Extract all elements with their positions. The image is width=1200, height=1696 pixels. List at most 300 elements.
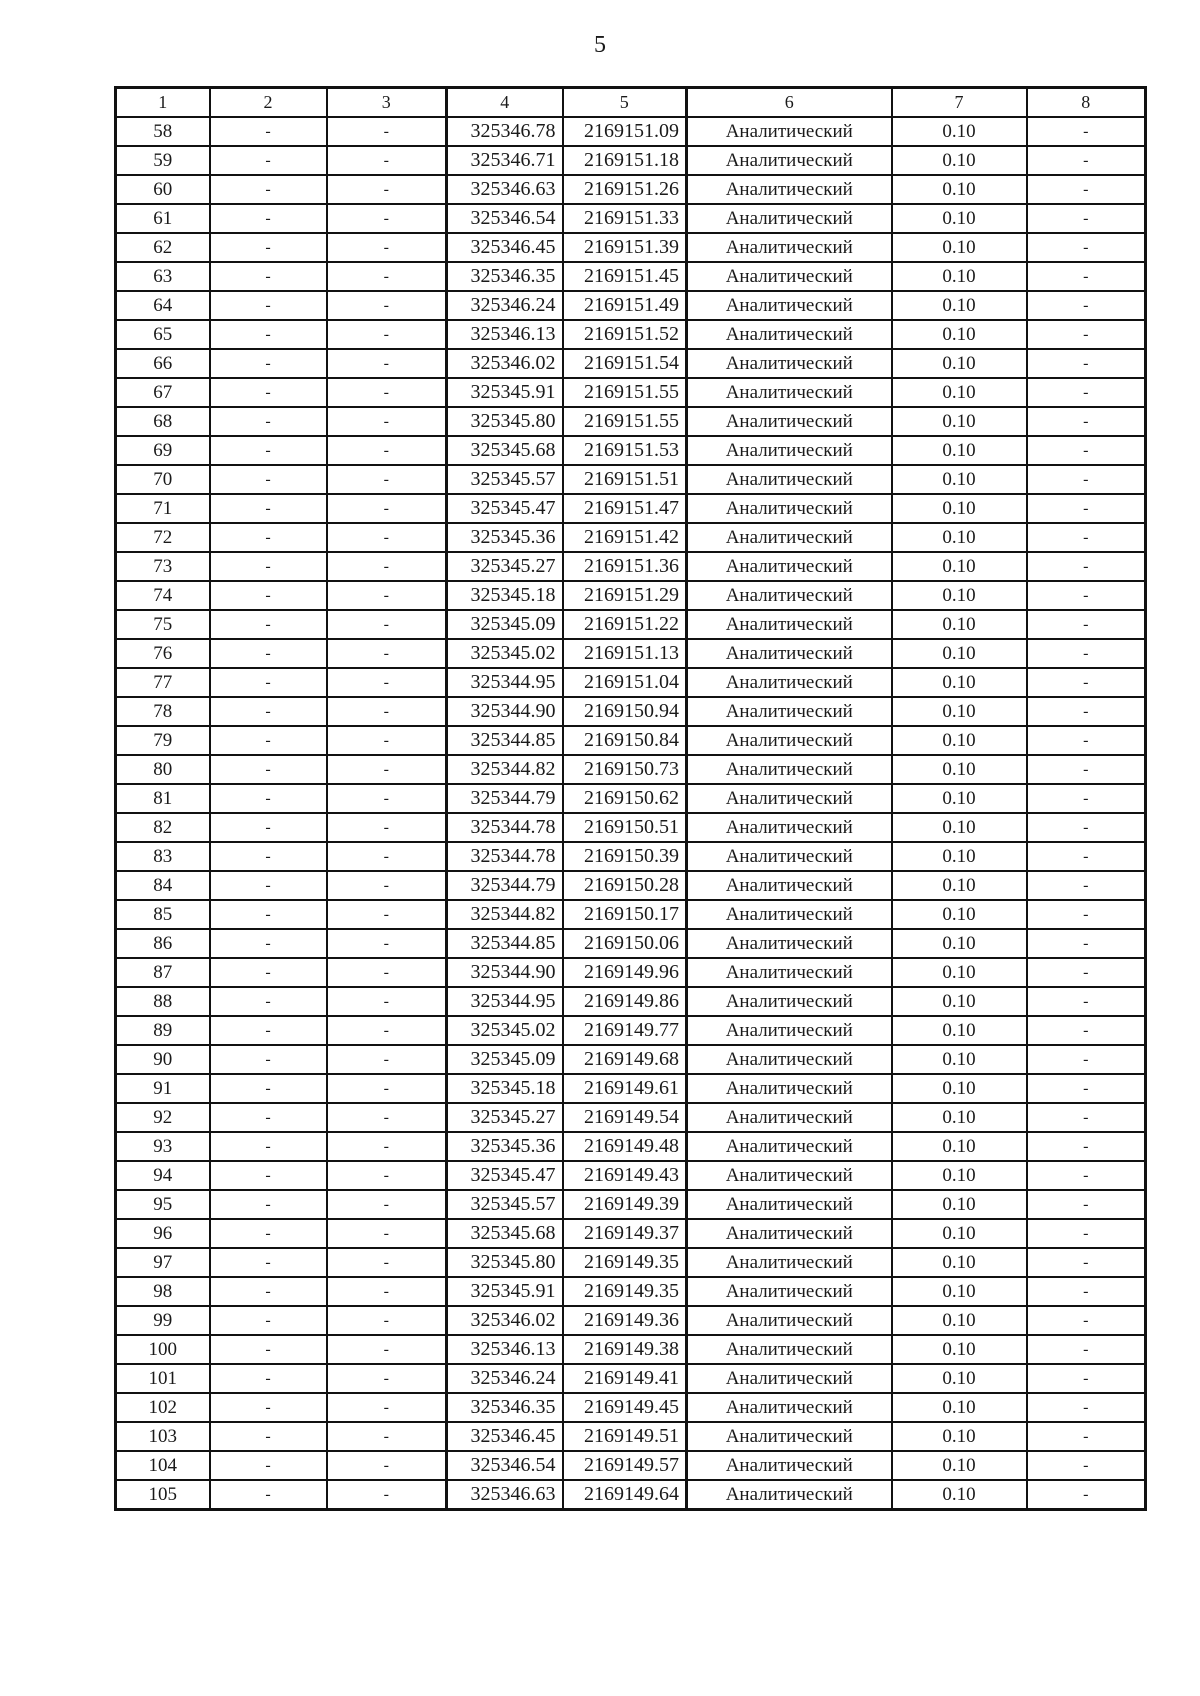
point-number-cell: 71 (116, 494, 210, 523)
method-cell: Аналитический (687, 581, 892, 610)
accuracy-cell: 0.10 (892, 610, 1027, 639)
table-row (116, 523, 1146, 552)
point-number-cell: 77 (116, 668, 210, 697)
table-row (116, 233, 1146, 262)
cell: - (210, 842, 327, 871)
cell: - (210, 1132, 327, 1161)
point-number-cell: 68 (116, 407, 210, 436)
y-coordinate-cell: 2169151.45 (563, 262, 687, 291)
x-coordinate-cell: 325346.24 (447, 291, 563, 320)
cell: - (327, 1306, 447, 1335)
accuracy-cell: 0.10 (892, 813, 1027, 842)
point-number-cell: 75 (116, 610, 210, 639)
x-coordinate-cell: 325345.57 (447, 1190, 563, 1219)
point-number-cell: 74 (116, 581, 210, 610)
point-number-cell: 92 (116, 1103, 210, 1132)
point-number-cell: 98 (116, 1277, 210, 1306)
accuracy-cell: 0.10 (892, 871, 1027, 900)
method-cell: Аналитический (687, 1277, 892, 1306)
y-coordinate-cell: 2169151.18 (563, 146, 687, 175)
table-row (116, 987, 1146, 1016)
cell: - (327, 436, 447, 465)
cell: - (210, 929, 327, 958)
cell: - (1027, 1045, 1146, 1074)
table-row (116, 1248, 1146, 1277)
x-coordinate-cell: 325345.47 (447, 1161, 563, 1190)
cell: - (327, 813, 447, 842)
cell: - (327, 900, 447, 929)
x-coordinate-cell: 325345.91 (447, 1277, 563, 1306)
point-number-cell: 63 (116, 262, 210, 291)
cell: - (327, 842, 447, 871)
point-number-cell: 90 (116, 1045, 210, 1074)
cell: - (327, 1016, 447, 1045)
x-coordinate-cell: 325345.91 (447, 378, 563, 407)
cell: - (327, 465, 447, 494)
cell: - (210, 1103, 327, 1132)
y-coordinate-cell: 2169151.13 (563, 639, 687, 668)
x-coordinate-cell: 325344.79 (447, 871, 563, 900)
column-header: 8 (1027, 88, 1146, 118)
cell: - (210, 1190, 327, 1219)
y-coordinate-cell: 2169149.77 (563, 1016, 687, 1045)
x-coordinate-cell: 325344.78 (447, 842, 563, 871)
method-cell: Аналитический (687, 639, 892, 668)
x-coordinate-cell: 325346.13 (447, 320, 563, 349)
method-cell: Аналитический (687, 1219, 892, 1248)
cell: - (327, 581, 447, 610)
column-header: 7 (892, 88, 1027, 118)
point-number-cell: 80 (116, 755, 210, 784)
cell: - (327, 1103, 447, 1132)
y-coordinate-cell: 2169151.53 (563, 436, 687, 465)
y-coordinate-cell: 2169149.64 (563, 1480, 687, 1510)
point-number-cell: 59 (116, 146, 210, 175)
x-coordinate-cell: 325344.95 (447, 668, 563, 697)
cell: - (210, 320, 327, 349)
x-coordinate-cell: 325345.09 (447, 1045, 563, 1074)
point-number-cell: 65 (116, 320, 210, 349)
accuracy-cell: 0.10 (892, 581, 1027, 610)
point-number-cell: 81 (116, 784, 210, 813)
cell: - (327, 1045, 447, 1074)
cell: - (327, 378, 447, 407)
point-number-cell: 82 (116, 813, 210, 842)
y-coordinate-cell: 2169151.55 (563, 407, 687, 436)
cell: - (210, 494, 327, 523)
cell: - (1027, 871, 1146, 900)
x-coordinate-cell: 325345.68 (447, 1219, 563, 1248)
x-coordinate-cell: 325344.78 (447, 813, 563, 842)
cell: - (1027, 436, 1146, 465)
x-coordinate-cell: 325344.82 (447, 755, 563, 784)
method-cell: Аналитический (687, 1422, 892, 1451)
point-number-cell: 72 (116, 523, 210, 552)
y-coordinate-cell: 2169151.29 (563, 581, 687, 610)
table-row (116, 900, 1146, 929)
method-cell: Аналитический (687, 494, 892, 523)
x-coordinate-cell: 325345.27 (447, 1103, 563, 1132)
cell: - (1027, 958, 1146, 987)
cell: - (327, 233, 447, 262)
cell: - (210, 1480, 327, 1510)
method-cell: Аналитический (687, 1451, 892, 1480)
y-coordinate-cell: 2169149.37 (563, 1219, 687, 1248)
table-row (116, 1335, 1146, 1364)
method-cell: Аналитический (687, 291, 892, 320)
y-coordinate-cell: 2169149.61 (563, 1074, 687, 1103)
cell: - (210, 146, 327, 175)
cell: - (1027, 929, 1146, 958)
method-cell: Аналитический (687, 1364, 892, 1393)
point-number-cell: 66 (116, 349, 210, 378)
point-number-cell: 62 (116, 233, 210, 262)
accuracy-cell: 0.10 (892, 552, 1027, 581)
cell: - (210, 581, 327, 610)
method-cell: Аналитический (687, 1074, 892, 1103)
method-cell: Аналитический (687, 117, 892, 146)
accuracy-cell: 0.10 (892, 1016, 1027, 1045)
cell: - (210, 523, 327, 552)
table-row (116, 204, 1146, 233)
accuracy-cell: 0.10 (892, 407, 1027, 436)
method-cell: Аналитический (687, 1161, 892, 1190)
point-number-cell: 97 (116, 1248, 210, 1277)
y-coordinate-cell: 2169151.54 (563, 349, 687, 378)
point-number-cell: 94 (116, 1161, 210, 1190)
x-coordinate-cell: 325346.02 (447, 1306, 563, 1335)
cell: - (327, 871, 447, 900)
table-row (116, 175, 1146, 204)
method-cell: Аналитический (687, 900, 892, 929)
table-row (116, 639, 1146, 668)
accuracy-cell: 0.10 (892, 1335, 1027, 1364)
cell: - (210, 117, 327, 146)
table-row (116, 1190, 1146, 1219)
point-number-cell: 85 (116, 900, 210, 929)
cell: - (327, 1451, 447, 1480)
x-coordinate-cell: 325345.80 (447, 1248, 563, 1277)
point-number-cell: 73 (116, 552, 210, 581)
y-coordinate-cell: 2169151.47 (563, 494, 687, 523)
cell: - (1027, 1277, 1146, 1306)
x-coordinate-cell: 325346.35 (447, 1393, 563, 1422)
method-cell: Аналитический (687, 233, 892, 262)
y-coordinate-cell: 2169149.41 (563, 1364, 687, 1393)
y-coordinate-cell: 2169151.51 (563, 465, 687, 494)
cell: - (327, 1248, 447, 1277)
method-cell: Аналитический (687, 1306, 892, 1335)
cell: - (1027, 204, 1146, 233)
y-coordinate-cell: 2169150.94 (563, 697, 687, 726)
accuracy-cell: 0.10 (892, 668, 1027, 697)
cell: - (210, 755, 327, 784)
table-row (116, 581, 1146, 610)
cell: - (210, 1248, 327, 1277)
point-number-cell: 83 (116, 842, 210, 871)
column-header: 4 (447, 88, 563, 118)
cell: - (210, 291, 327, 320)
cell: - (1027, 552, 1146, 581)
method-cell: Аналитический (687, 1132, 892, 1161)
method-cell: Аналитический (687, 378, 892, 407)
table-body (116, 117, 1146, 1510)
y-coordinate-cell: 2169149.39 (563, 1190, 687, 1219)
cell: - (210, 813, 327, 842)
cell: - (327, 523, 447, 552)
cell: - (210, 987, 327, 1016)
accuracy-cell: 0.10 (892, 1219, 1027, 1248)
table-row (116, 117, 1146, 146)
table-row (116, 378, 1146, 407)
cell: - (327, 175, 447, 204)
accuracy-cell: 0.10 (892, 726, 1027, 755)
cell: - (210, 552, 327, 581)
cell: - (1027, 523, 1146, 552)
table-row (116, 1132, 1146, 1161)
accuracy-cell: 0.10 (892, 349, 1027, 378)
cell: - (327, 552, 447, 581)
method-cell: Аналитический (687, 755, 892, 784)
y-coordinate-cell: 2169150.39 (563, 842, 687, 871)
table-row (116, 552, 1146, 581)
cell: - (1027, 1248, 1146, 1277)
y-coordinate-cell: 2169149.54 (563, 1103, 687, 1132)
x-coordinate-cell: 325345.09 (447, 610, 563, 639)
cell: - (327, 1161, 447, 1190)
cell: - (1027, 610, 1146, 639)
table-row (116, 871, 1146, 900)
method-cell: Аналитический (687, 697, 892, 726)
accuracy-cell: 0.10 (892, 233, 1027, 262)
cell: - (1027, 697, 1146, 726)
cell: - (210, 871, 327, 900)
point-number-cell: 102 (116, 1393, 210, 1422)
point-number-cell: 87 (116, 958, 210, 987)
column-header: 3 (327, 88, 447, 118)
method-cell: Аналитический (687, 987, 892, 1016)
point-number-cell: 61 (116, 204, 210, 233)
cell: - (1027, 1190, 1146, 1219)
method-cell: Аналитический (687, 1190, 892, 1219)
table-row (116, 755, 1146, 784)
x-coordinate-cell: 325346.54 (447, 204, 563, 233)
cell: - (1027, 1451, 1146, 1480)
table-row (116, 262, 1146, 291)
table-row (116, 436, 1146, 465)
accuracy-cell: 0.10 (892, 1451, 1027, 1480)
x-coordinate-cell: 325344.79 (447, 784, 563, 813)
y-coordinate-cell: 2169151.33 (563, 204, 687, 233)
column-header: 2 (210, 88, 327, 118)
table-row (116, 1451, 1146, 1480)
cell: - (1027, 407, 1146, 436)
table-row (116, 1277, 1146, 1306)
accuracy-cell: 0.10 (892, 291, 1027, 320)
x-coordinate-cell: 325345.68 (447, 436, 563, 465)
cell: - (327, 262, 447, 291)
y-coordinate-cell: 2169151.22 (563, 610, 687, 639)
method-cell: Аналитический (687, 320, 892, 349)
cell: - (1027, 262, 1146, 291)
table-row (116, 1219, 1146, 1248)
x-coordinate-cell: 325345.27 (447, 552, 563, 581)
y-coordinate-cell: 2169150.73 (563, 755, 687, 784)
cell: - (327, 1393, 447, 1422)
cell: - (1027, 1074, 1146, 1103)
method-cell: Аналитический (687, 349, 892, 378)
x-coordinate-cell: 325346.13 (447, 1335, 563, 1364)
cell: - (1027, 175, 1146, 204)
cell: - (1027, 494, 1146, 523)
cell: - (210, 175, 327, 204)
accuracy-cell: 0.10 (892, 465, 1027, 494)
table-row (116, 842, 1146, 871)
cell: - (1027, 1393, 1146, 1422)
accuracy-cell: 0.10 (892, 1480, 1027, 1510)
method-cell: Аналитический (687, 726, 892, 755)
table-row (116, 958, 1146, 987)
cell: - (210, 1422, 327, 1451)
x-coordinate-cell: 325346.54 (447, 1451, 563, 1480)
cell: - (1027, 233, 1146, 262)
table-row (116, 407, 1146, 436)
point-number-cell: 88 (116, 987, 210, 1016)
cell: - (1027, 900, 1146, 929)
cell: - (1027, 842, 1146, 871)
cell: - (327, 958, 447, 987)
cell: - (327, 320, 447, 349)
x-coordinate-cell: 325346.63 (447, 175, 563, 204)
table-row (116, 1074, 1146, 1103)
point-number-cell: 84 (116, 871, 210, 900)
cell: - (1027, 755, 1146, 784)
y-coordinate-cell: 2169151.55 (563, 378, 687, 407)
table-row (116, 1393, 1146, 1422)
cell: - (210, 726, 327, 755)
table-row (116, 1306, 1146, 1335)
cell: - (1027, 1103, 1146, 1132)
cell: - (210, 436, 327, 465)
point-number-cell: 91 (116, 1074, 210, 1103)
y-coordinate-cell: 2169149.43 (563, 1161, 687, 1190)
method-cell: Аналитический (687, 262, 892, 291)
accuracy-cell: 0.10 (892, 1074, 1027, 1103)
cell: - (327, 697, 447, 726)
cell: - (327, 291, 447, 320)
point-number-cell: 99 (116, 1306, 210, 1335)
point-number-cell: 70 (116, 465, 210, 494)
cell: - (210, 1364, 327, 1393)
cell: - (1027, 1161, 1146, 1190)
cell: - (327, 1190, 447, 1219)
y-coordinate-cell: 2169149.86 (563, 987, 687, 1016)
accuracy-cell: 0.10 (892, 262, 1027, 291)
accuracy-cell: 0.10 (892, 436, 1027, 465)
accuracy-cell: 0.10 (892, 146, 1027, 175)
x-coordinate-cell: 325344.90 (447, 958, 563, 987)
cell: - (1027, 146, 1146, 175)
y-coordinate-cell: 2169150.17 (563, 900, 687, 929)
y-coordinate-cell: 2169150.06 (563, 929, 687, 958)
y-coordinate-cell: 2169150.28 (563, 871, 687, 900)
cell: - (1027, 1480, 1146, 1510)
y-coordinate-cell: 2169149.35 (563, 1248, 687, 1277)
cell: - (1027, 1132, 1146, 1161)
column-header: 5 (563, 88, 687, 118)
cell: - (327, 494, 447, 523)
cell: - (210, 1074, 327, 1103)
method-cell: Аналитический (687, 871, 892, 900)
table-row (116, 1480, 1146, 1510)
y-coordinate-cell: 2169150.84 (563, 726, 687, 755)
cell: - (327, 929, 447, 958)
table-row (116, 1364, 1146, 1393)
table-row (116, 1422, 1146, 1451)
accuracy-cell: 0.10 (892, 900, 1027, 929)
method-cell: Аналитический (687, 407, 892, 436)
cell: - (210, 1161, 327, 1190)
x-coordinate-cell: 325345.02 (447, 1016, 563, 1045)
table-row (116, 1016, 1146, 1045)
cell: - (1027, 668, 1146, 697)
cell: - (1027, 639, 1146, 668)
cell: - (327, 407, 447, 436)
y-coordinate-cell: 2169151.52 (563, 320, 687, 349)
y-coordinate-cell: 2169151.42 (563, 523, 687, 552)
x-coordinate-cell: 325345.47 (447, 494, 563, 523)
y-coordinate-cell: 2169151.26 (563, 175, 687, 204)
point-number-cell: 93 (116, 1132, 210, 1161)
cell: - (210, 204, 327, 233)
cell: - (1027, 117, 1146, 146)
cell: - (1027, 1335, 1146, 1364)
cell: - (1027, 349, 1146, 378)
cell: - (327, 639, 447, 668)
table-row (116, 291, 1146, 320)
table-row (116, 494, 1146, 523)
accuracy-cell: 0.10 (892, 697, 1027, 726)
y-coordinate-cell: 2169149.36 (563, 1306, 687, 1335)
x-coordinate-cell: 325346.71 (447, 146, 563, 175)
cell: - (1027, 1306, 1146, 1335)
y-coordinate-cell: 2169151.49 (563, 291, 687, 320)
x-coordinate-cell: 325346.24 (447, 1364, 563, 1393)
cell: - (327, 610, 447, 639)
cell: - (327, 204, 447, 233)
point-number-cell: 60 (116, 175, 210, 204)
accuracy-cell: 0.10 (892, 929, 1027, 958)
accuracy-cell: 0.10 (892, 1364, 1027, 1393)
accuracy-cell: 0.10 (892, 1045, 1027, 1074)
y-coordinate-cell: 2169151.36 (563, 552, 687, 581)
cell: - (1027, 726, 1146, 755)
table-row (116, 320, 1146, 349)
accuracy-cell: 0.10 (892, 1277, 1027, 1306)
cell: - (1027, 378, 1146, 407)
method-cell: Аналитический (687, 1248, 892, 1277)
y-coordinate-cell: 2169149.68 (563, 1045, 687, 1074)
cell: - (210, 1393, 327, 1422)
method-cell: Аналитический (687, 204, 892, 233)
point-number-cell: 104 (116, 1451, 210, 1480)
x-coordinate-cell: 325345.80 (447, 407, 563, 436)
accuracy-cell: 0.10 (892, 842, 1027, 871)
column-header: 1 (116, 88, 210, 118)
cell: - (210, 668, 327, 697)
cell: - (210, 697, 327, 726)
cell: - (1027, 784, 1146, 813)
